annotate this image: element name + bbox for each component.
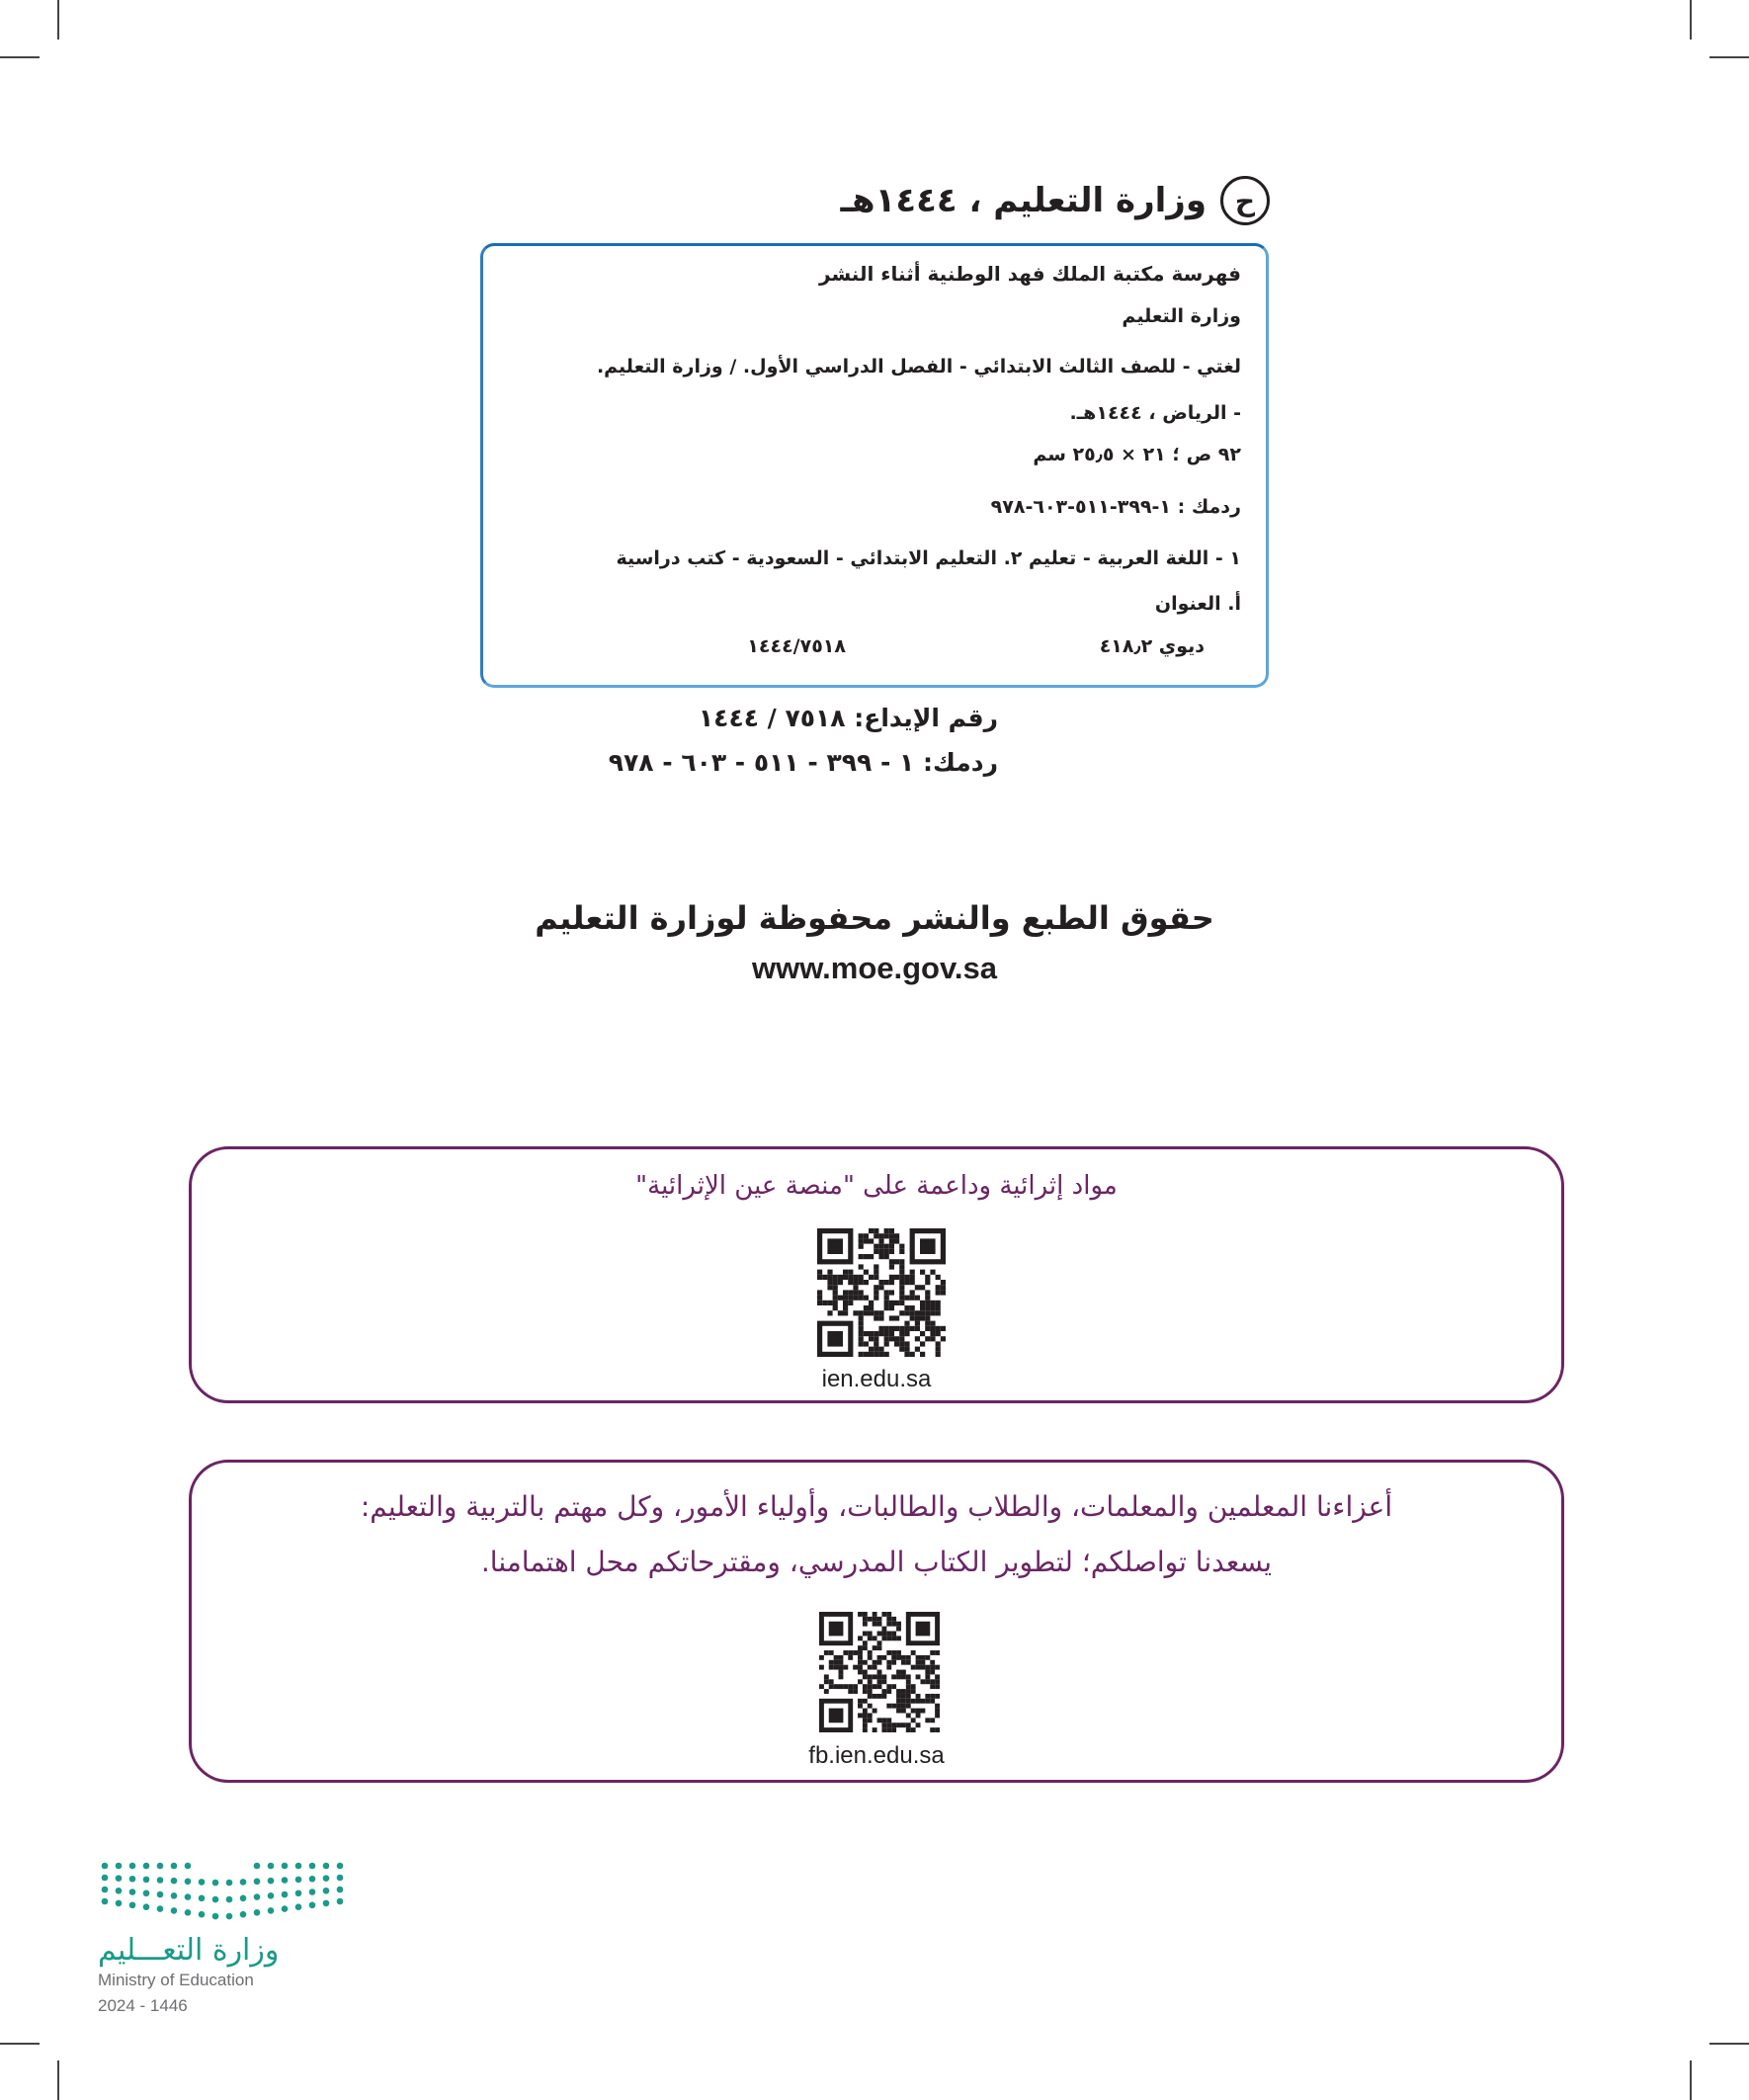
cip-pages: ٩٢ ص ؛ ٢١ × ٢٥٫٥ سم [1033,444,1241,465]
ien-heading: مواد إثرائية وداعمة على "منصة عين الإثرائية" [635,1171,1118,1201]
logo-year: 2024 - 1446 [98,1996,188,2015]
cip-author: وزارة التعليم [1122,305,1241,327]
cip-deposit-code: ١٤٤٤/٧٥١٨ [747,635,846,657]
feedback-url[interactable]: fb.ien.edu.sa [808,1742,945,1769]
feedback-panel [189,1460,1564,1783]
cip-isbn: ردمك : ١-٣٩٩-٥١١-٦٠٣-٩٧٨ [990,496,1241,518]
cip-subjects: ١ - اللغة العربية - تعليم ٢. التعليم الابتدائي - السعودية - كتب دراسية [616,547,1241,569]
ien-panel [189,1146,1564,1403]
crop-mark [0,2043,40,2045]
crop-mark [1690,2060,1692,2100]
cip-box [480,243,1269,688]
logo-arabic-text: وزارة التعـــليم [98,1933,280,1968]
cip-title-entry: أ. العنوان [1154,593,1241,615]
logo-dots-icon [97,1858,354,1927]
rights-statement: حقوق الطبع والنشر محفوظة لوزارة التعليم [535,899,1214,937]
isbn-number: ردمك: ١ - ٣٩٩ - ٥١١ - ٦٠٣ - ٩٧٨ [608,748,998,777]
deposit-number: رقم الإيداع: ٧٥١٨ / ١٤٤٤ [698,704,998,732]
copyright-symbol: ح [1220,176,1270,225]
qr-code-icon[interactable] [817,1228,946,1357]
ien-url[interactable]: ien.edu.sa [821,1366,932,1392]
copyright-line [840,176,1270,225]
crop-mark [57,2060,59,2100]
crop-mark [57,0,59,40]
feedback-line-1: أعزاءنا المعلمين والمعلمات، والطلاب والطالبات، وأولياء الأمور، وكل مهتم بالتربية والتعليم: [360,1490,1393,1523]
cip-title: فهرسة مكتبة الملك فهد الوطنية أثناء النشر [819,262,1241,286]
crop-mark [1709,56,1749,58]
copyright-text: وزارة التعليم ، ١٤٤٤هـ [840,181,1207,220]
ministry-website[interactable]: www.moe.gov.sa [751,951,998,985]
crop-mark [0,56,40,58]
crop-mark [1709,2043,1749,2045]
cip-book-title: لغتي - للصف الثالث الابتدائي - الفصل الدراسي الأول. / وزارة التعليم. [596,356,1241,378]
feedback-line-2: يسعدنا تواصلكم؛ لتطوير الكتاب المدرسي، ومقترحاتكم محل اهتمامنا. [480,1546,1273,1578]
qr-code-icon[interactable] [819,1612,940,1732]
crop-mark [1690,0,1692,40]
cip-place: - الرياض ، ١٤٤٤هـ. [1069,402,1241,424]
logo-english-text: Ministry of Education [98,1971,254,1989]
ministry-logo [97,1858,354,1931]
cip-dewey: ديوي ٤١٨٫٢ [1099,635,1205,657]
